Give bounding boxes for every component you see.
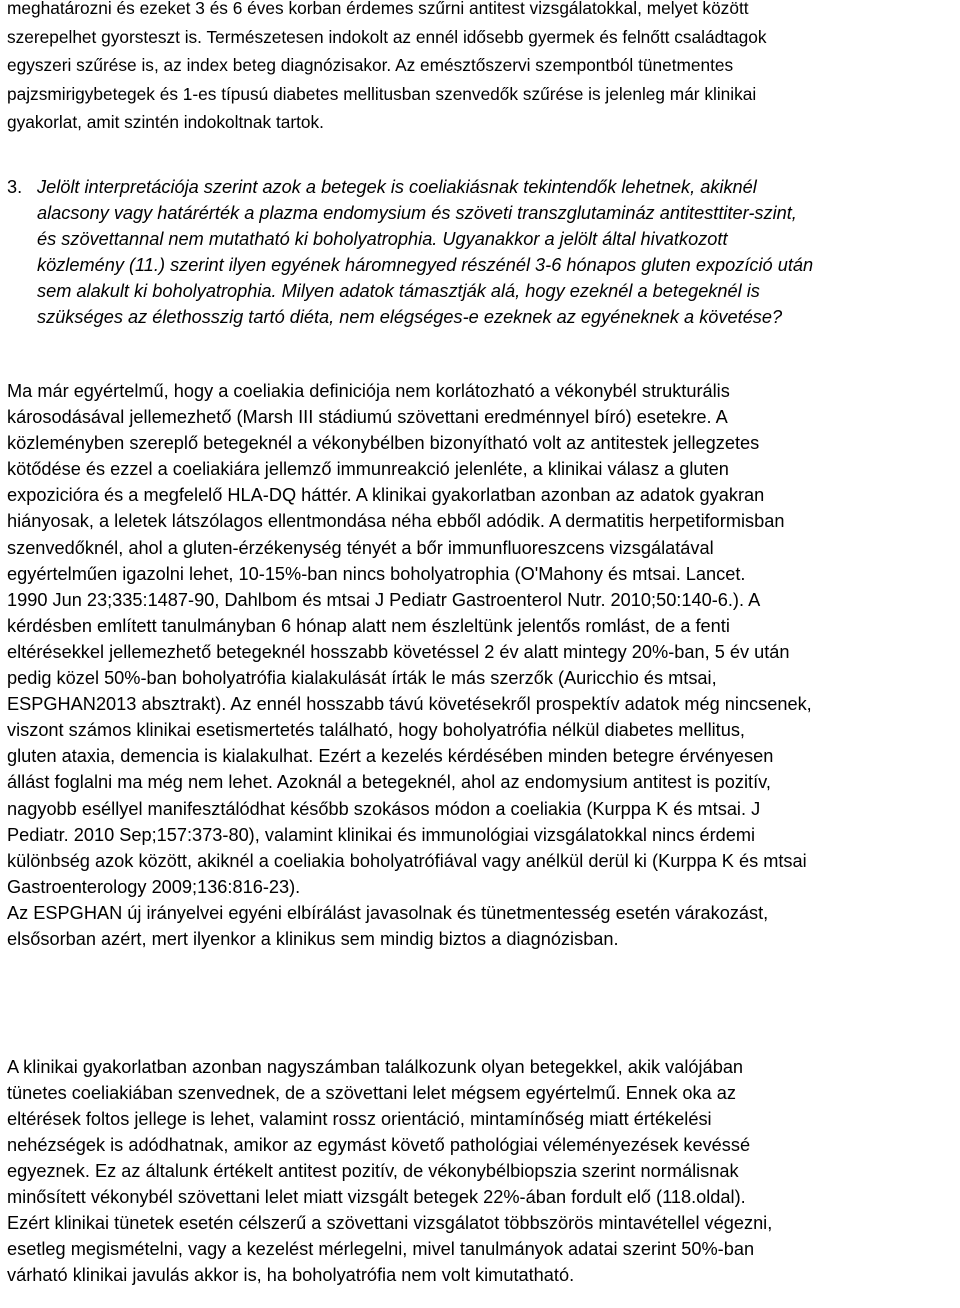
text-line: gyakorlat, amit szintén indokoltnak tartok. [7,112,324,133]
text-line: meghatározni és ezeket 3 és 6 éves korban érdemes szűrni antitest vizsgálatokkal, melyet között [7,0,749,18]
text-line: pajzsmirigybetegek és 1-es típusú diabetes mellitusban szenvedők szűrése is jelenleg már klinikai [7,83,757,104]
text-line: különbség azok között, akiknél a coeliakia boholyatrófiával vagy anélkül derül ki (Kurppa K és mtsai [7,850,807,871]
text-line: alacsony vagy határérték a plazma endomysium és szöveti transzglutamináz antitesttiter-szint, [37,203,797,223]
text-line: minősített vékonybél szövettani lelet miatt vizsgált betegek 22%-ában fordult elő (118.oldal). [7,1187,746,1207]
paragraph-answer [7,378,956,952]
text-line: Ma már egyértelmű, hogy a coeliakia definiciója nem korlátozható a vékonybél strukturális [7,381,730,401]
paragraph-clinical-practice [7,1054,956,1288]
text-line: várható klinikai javulás akkor is, ha boholyatrófia nem volt kimutatható. [7,1265,575,1285]
question-number: 3. [7,177,23,197]
text-line: esetleg megismételni, vagy a kezelést mérlegelni, mivel tanulmányok adatai szerint 50%-ban [7,1239,755,1259]
text-line: pedig közel 50%-ban boholyatrófia kialakulását írták le más szerzők (Auricchio és mtsai, [7,668,717,689]
text-line: eltérések foltos jellege is lehet, valamint rossz orientáció, mintamínőség miatt értékelési [7,1109,712,1129]
text-line: közlemény (11.) szerint ilyen egyének háromnegyed részénél 3-6 hónapos gluten expozíció után [37,255,814,275]
question-text: Jelölt interpretációja szerint azok a betegek is coeliakiásnak tekintendők lehetnek, akiknél [37,177,757,197]
text-line: 1990 Jun 23;335:1487-90, Dahlbom és mtsai J Pediatr Gastroenterol Nutr. 2010;50:140-6.). A [7,589,761,610]
paragraph-intro [7,0,956,137]
text-line: és szövettannal nem mutatható ki boholyatrophia. Ugyanakkor a jelölt által hivatkozott [37,229,728,249]
text-line: egyértelműen igazolni lehet, 10-15%-ban nincs boholyatrophia (O'Mahony és mtsai. Lancet. [7,563,746,584]
text-line: Az ESPGHAN új irányelvei egyéni elbírálást javasolnak és tünetmentesség esetén várakozást, [7,902,769,923]
text-line: szerepelhet gyorsteszt is. Természetesen indokolt az ennél idősebb gyermek és felnőtt családtagok [7,26,767,47]
text-line: Pediatr. 2010 Sep;157:373-80), valamint klinikai és immunológiai vizsgálatokkal nincs érdemi [7,824,756,845]
text-line: károsodásával jellemezhető (Marsh III stádiumú szövettani eredménnyel bíró) esetekre. A [7,407,728,428]
question-3 [7,174,956,330]
text-line: tünetes coeliakiában szenvednek, de a szövettani lelet mégsem egyértelmű. Ennek oka az [7,1083,736,1103]
text-line: nagyobb eséllyel manifesztálódhat később szokásos módon a coeliakia (Kurppa K és mtsai. J [7,798,761,819]
text-line: viszont számos klinikai esetismertetés található, hogy boholyatrófia nélkül diabetes mellitus, [7,720,745,741]
text-line: elsősorban azért, mert ilyenkor a klinikus sem mindig biztos a diagnózisban. [7,928,619,949]
text-line: gluten ataxia, demencia is kialakulhat. Ezért a kezelés kérdésében minden betegre érvényesen [7,746,774,767]
text-line: egyeznek. Ez az általunk értékelt antitest pozitív, de vékonybélbiopszia szerint normálisnak [7,1161,739,1181]
text-line: egyszeri szűrése is, az index beteg diagnózisakor. Az emésztőszervi szempontból tünetmentes [7,55,734,76]
text-line: nehézségek is adódhatnak, amikor az egymást követő pathológiai véleményezések kevéssé [7,1135,751,1155]
text-line [7,174,956,200]
text-line: sem alakult ki boholyatrophia. Milyen adatok támasztják alá, hogy ezeknél a betegeknél is [37,281,760,301]
text-line: ESPGHAN2013 absztrakt). Az ennél hosszabb távú követésekről prospektív adatok még nincsenek, [7,694,812,715]
text-line: szenvedőknél, ahol a gluten-érzékenység tényét a bőr immunfluoreszcens vizsgálatával [7,537,714,558]
text-line: kötődése és ezzel a coeliakiára jellemző immunreakció jelenléte, a klinikai válasz a gluten [7,459,729,480]
text-line: Ezért klinikai tünetek esetén célszerű a szövettani vizsgálatot többszörös mintavétellel végezni, [7,1213,773,1233]
text-line: eltérésekkel jellemezhető betegeknél hosszabb követéssel 2 év alatt mintegy 20%-ban, 5 év után [7,641,790,662]
text-line: kérdésben említett tanulmányban 6 hónap alatt nem észleltünk jelentős romlást, de a fenti [7,615,730,636]
text-line: Gastroenterology 2009;136:816-23). [7,876,301,897]
text-line: szükséges az élethosszig tartó diéta, nem elégséges-e ezeknek az egyéneknek a követése? [37,307,783,327]
text-line: állást foglalni ma még nem lehet. Azoknál a betegeknél, ahol az endomysium antitest is pozitív, [7,772,771,793]
text-line: A klinikai gyakorlatban azonban nagyszámban találkozunk olyan betegekkel, akik valójában [7,1057,744,1077]
text-line: közleményben szereplő betegeknél a vékonybélben bizonyítható volt az antitestek jellegzetes [7,433,760,454]
text-line: hiányosak, a leletek látszólagos ellentmondása néha ebből adódik. A dermatitis herpetiformisban [7,511,785,532]
text-line: expozicióra és a megfelelő HLA-DQ háttér. A klinikai gyakorlatban azonban az adatok gyakran [7,485,765,506]
